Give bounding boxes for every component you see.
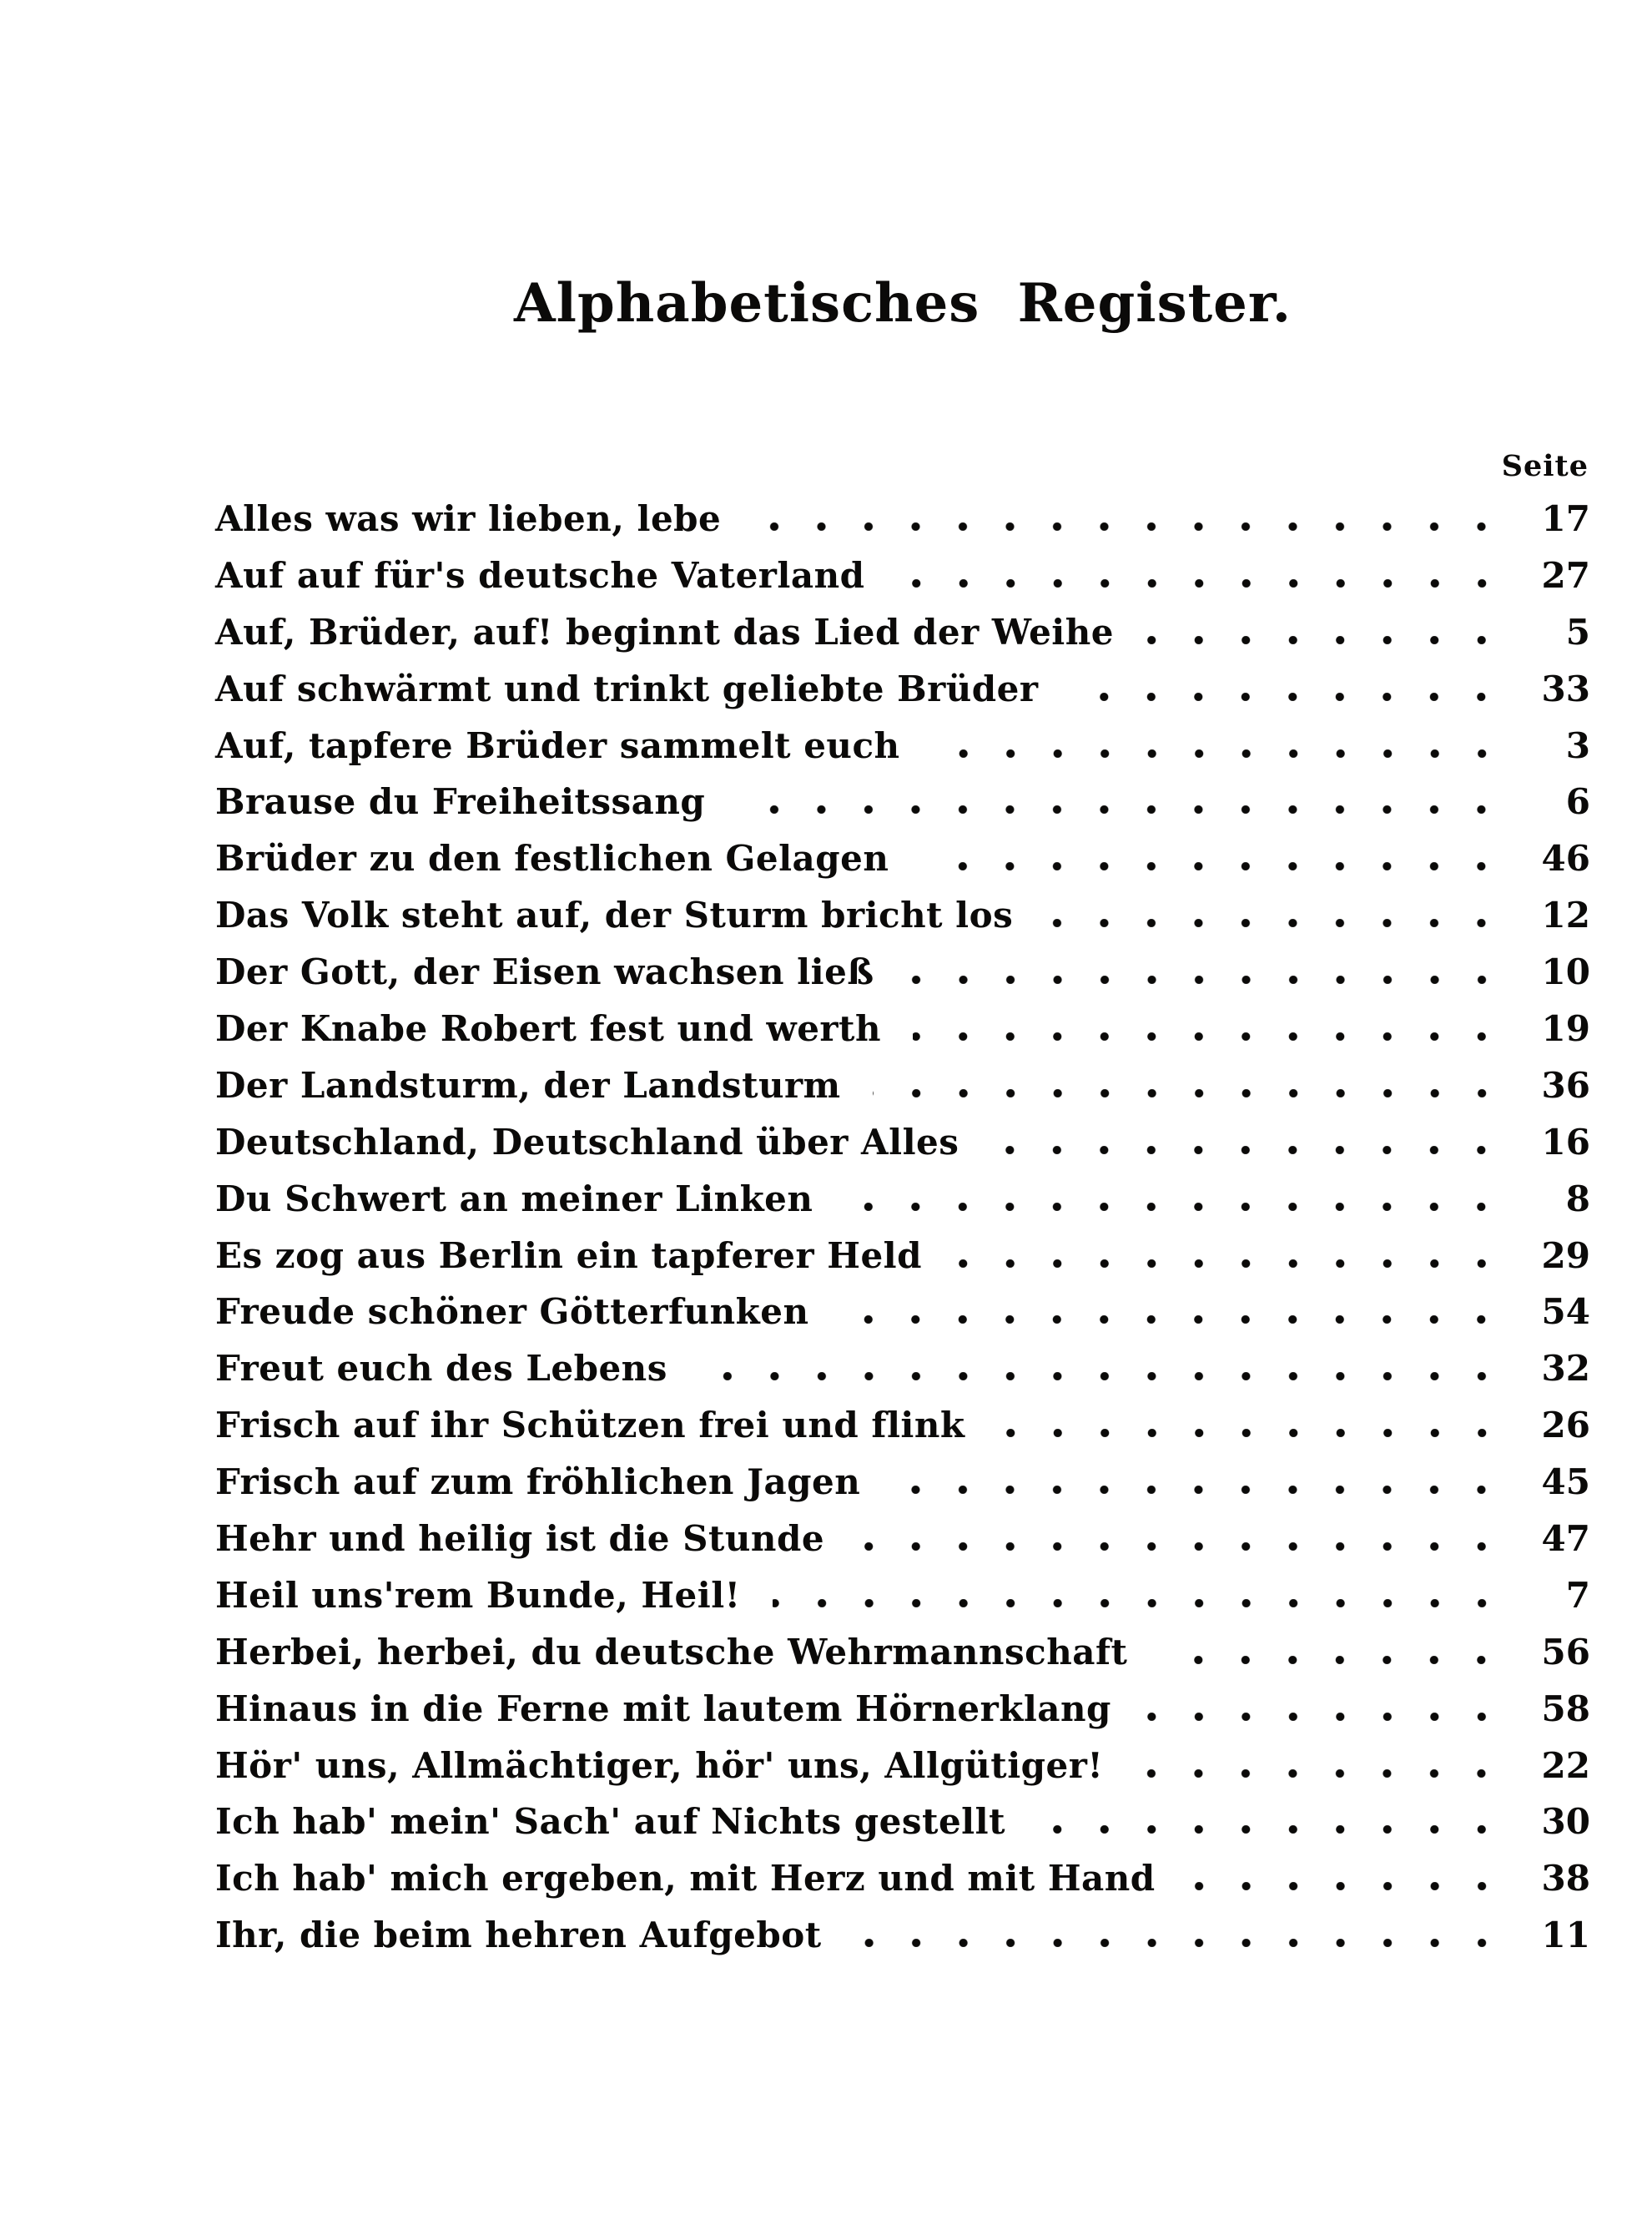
dot-leader [1146, 636, 1505, 644]
entry-title: Hinaus in die Ferne mit lautem Hörnerklang [215, 1688, 1111, 1729]
entry-page-number: 3 [1565, 724, 1590, 766]
entry-page-number: 46 [1541, 838, 1590, 880]
index-entry-row [215, 1059, 1590, 1116]
entry-page-number: 22 [1541, 1744, 1590, 1786]
page-title: Alphabetisches Register. [513, 272, 1292, 335]
index-entry-row [215, 946, 1590, 1002]
entry-title: Der Knabe Robert fest und werth [215, 1008, 881, 1050]
entry-title: Frisch auf ihr Schützen frei und flink [215, 1405, 965, 1446]
dot-leader [854, 1939, 1505, 1947]
entry-page-number: 47 [1541, 1518, 1590, 1560]
entry-page-number: 30 [1541, 1801, 1590, 1843]
dot-leader [773, 1599, 1505, 1607]
index-entry-row [215, 1229, 1590, 1286]
dot-leader [906, 976, 1505, 984]
index-entry-row [215, 1285, 1590, 1342]
dot-leader [1143, 1713, 1505, 1721]
entry-page-number: 10 [1541, 951, 1590, 993]
index-entry-row [215, 1909, 1590, 1965]
dot-leader [844, 1203, 1505, 1211]
dot-leader [699, 1372, 1505, 1380]
entry-page-number: 33 [1541, 668, 1590, 709]
entry-title: Freut euch des Lebens [215, 1348, 667, 1390]
index-entry-row [215, 889, 1590, 946]
dot-leader [1159, 1656, 1505, 1664]
index-entry-row [215, 832, 1590, 889]
index-entry-row [215, 1852, 1590, 1909]
entry-title: Ich hab' mein' Sach' auf Nichts gestellt [215, 1801, 1005, 1843]
entry-title: Auf auf für's deutsche Vaterland [215, 554, 865, 596]
dot-leader [932, 749, 1505, 758]
index-entry-row [215, 1399, 1590, 1456]
entry-title: Auf, tapfere Brüder sammelt euch [215, 724, 900, 766]
dot-leader [1135, 1769, 1505, 1778]
entry-title: Ihr, die beim hehren Aufgebot [215, 1915, 822, 1956]
entry-title: Brüder zu den festlichen Gelagen [215, 838, 889, 880]
entry-title: Auf, Brüder, auf! beginnt das Lied der Weihe [215, 611, 1115, 653]
index-entry-row [215, 1569, 1590, 1626]
index-entry-row [215, 1795, 1590, 1852]
dot-leader [873, 1089, 1505, 1097]
index-entry-row [215, 775, 1590, 832]
dot-leader [920, 862, 1505, 870]
dot-leader [1037, 1825, 1505, 1834]
entry-page-number: 16 [1541, 1121, 1590, 1163]
dot-leader [913, 1032, 1505, 1041]
dot-leader [840, 1315, 1505, 1324]
dot-leader [737, 805, 1505, 814]
entry-title: Hör' uns, Allmächtiger, hör' uns, Allgütiger! [215, 1744, 1104, 1786]
entry-page-number: 56 [1541, 1631, 1590, 1672]
index-entry-row [215, 1512, 1590, 1569]
index-entry-row [215, 1683, 1590, 1739]
page-content-block [215, 0, 1590, 2235]
entry-page-number: 19 [1541, 1008, 1590, 1050]
entry-title: Heil uns'rem Bunde, Heil! [215, 1574, 741, 1616]
dot-leader [856, 1542, 1505, 1551]
dot-leader [892, 1486, 1505, 1494]
entry-page-number: 5 [1565, 611, 1590, 653]
entry-title: Frisch auf zum fröhlichen Jagen [215, 1461, 861, 1503]
entry-title: Ich hab' mich ergeben, mit Herz und mit Hand [215, 1858, 1156, 1899]
dot-leader [997, 1429, 1506, 1437]
entry-page-number: 27 [1541, 554, 1590, 596]
index-entry-row [215, 1626, 1590, 1683]
dot-leader [1070, 693, 1505, 701]
entry-title: Das Volk steht auf, der Sturm bricht los [215, 895, 1014, 936]
index-entry-row [215, 1116, 1590, 1173]
entry-page-number: 45 [1541, 1461, 1590, 1503]
index-entry-row [215, 663, 1590, 719]
entry-page-number: 58 [1541, 1688, 1590, 1729]
entry-page-number: 8 [1565, 1178, 1590, 1219]
index-list [215, 492, 1590, 1965]
dot-leader [897, 579, 1505, 588]
index-entry-row [215, 1173, 1590, 1229]
entry-page-number: 36 [1541, 1064, 1590, 1106]
entry-page-number: 6 [1565, 781, 1590, 823]
entry-page-number: 54 [1541, 1291, 1590, 1333]
entry-page-number: 32 [1541, 1348, 1590, 1390]
entry-title: Der Gott, der Eisen wachsen ließ [215, 951, 874, 993]
entry-page-number: 26 [1541, 1405, 1590, 1446]
dot-leader [1045, 919, 1505, 927]
entry-title: Herbei, herbei, du deutsche Wehrmannschaft [215, 1631, 1128, 1672]
entry-page-number: 12 [1541, 895, 1590, 936]
dot-leader [954, 1259, 1505, 1268]
entry-page-number: 7 [1565, 1574, 1590, 1616]
entry-page-number: 11 [1541, 1915, 1590, 1956]
dot-leader [753, 522, 1505, 531]
index-entry-row [215, 492, 1590, 549]
dot-leader [1187, 1882, 1505, 1890]
index-entry-row [215, 1739, 1590, 1796]
index-entry-row [215, 1342, 1590, 1399]
index-entry-row [215, 606, 1590, 663]
dot-leader [990, 1146, 1505, 1154]
entry-page-number: 38 [1541, 1858, 1590, 1899]
entry-title: Freude schöner Götterfunken [215, 1291, 809, 1333]
index-entry-row [215, 1002, 1590, 1059]
entry-title: Du Schwert an meiner Linken [215, 1178, 813, 1219]
index-entry-row [215, 549, 1590, 606]
entry-page-number: 17 [1541, 498, 1590, 539]
entry-title: Hehr und heilig ist die Stunde [215, 1518, 825, 1560]
entry-title: Auf schwärmt und trinkt geliebte Brüder [215, 668, 1039, 709]
entry-title: Es zog aus Berlin ein tapferer Held [215, 1234, 922, 1276]
entry-title: Deutschland, Deutschland über Alles [215, 1121, 959, 1163]
entry-page-number: 29 [1541, 1234, 1590, 1276]
entry-title: Alles was wir lieben, lebe [215, 498, 722, 539]
index-entry-row [215, 719, 1590, 776]
page-column-header: Seite [1501, 449, 1589, 483]
index-entry-row [215, 1456, 1590, 1512]
entry-title: Der Landsturm, der Landsturm [215, 1064, 841, 1106]
entry-title: Brause du Freiheitssang [215, 781, 706, 823]
